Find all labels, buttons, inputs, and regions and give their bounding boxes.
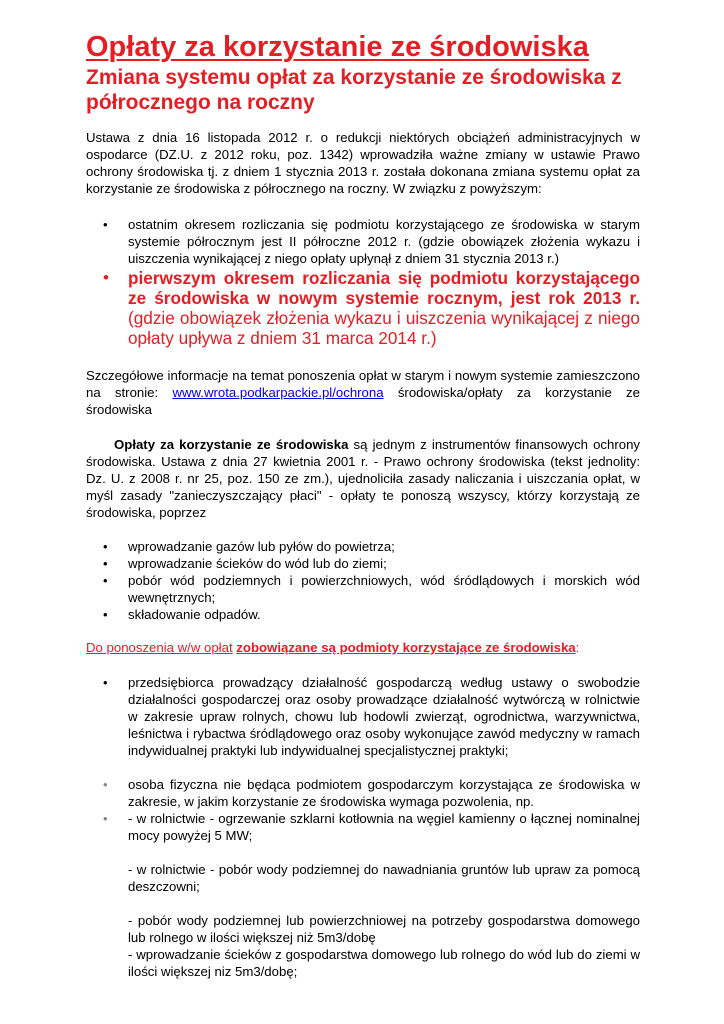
bullet-icon: • [103, 777, 108, 792]
new-system-bold: pierwszym okresem rozliczania się podmiotu korzystającego ze środowiska w nowym systemie rocznym, jest rok 2013 r. [128, 268, 640, 308]
bullet-icon: • [103, 539, 108, 554]
example-text: - w rolnictwie - ogrzewanie szklarni kotłownia na węgiel kamienny o łącznej nominalnej mocy powyżej 5 MW; [128, 811, 640, 843]
period-list [86, 216, 640, 348]
new-system-deadline: (gdzie obowiązek złożenia wykazu i uiszczenia wynikającej z niego opłaty upływa z dniem 31 marca 2014 r.) [128, 308, 640, 348]
info-text-after: środowiska/opłaty za korzystanie ze środowiska [86, 385, 640, 417]
list-item [86, 946, 640, 980]
wrota-link[interactable]: www.wrota.podkarpackie.pl/ochrona [172, 385, 384, 400]
intro-paragraph: Ustawa z dnia 16 listopada 2012 r. o redukcji niektórych obciążeń administracyjnych w ospodarce (DZ.U. z 2012 roku, poz. 1342) wprowadziła ważne zmiany w ustawie Prawo ochrony środowiska tj. z dniem 1 stycznia 2013 r. została dokonana zmiana systemu opłat za korzystanie ze środowiska z półrocznego na roczny. W związku z powyższym: [86, 130, 640, 196]
bullet-icon: • [103, 607, 108, 622]
entities-list [86, 674, 640, 980]
definition-bold: Opłaty za korzystanie ze środowiska [114, 437, 349, 452]
definition-text: są jednym z instrumentów finansowych ochrony środowiska. Ustawa z dnia 27 kwietnia 2001 r. - Prawo ochrony środowiska (tekst jednolity: Dz. U. z 2008 r. nr 25, poz. 150 ze zm.), ujednoliciła zasady naliczania i uiszczania opłat, w myśl zasady "zanieczyszczający płaci" - opłaty te ponoszą wszyscy, którzy korzystają ze środowiska, poprzez [86, 437, 641, 520]
activities-list [86, 538, 640, 623]
activity-text: pobór wód podziemnych i powierzchniowych, wód śródlądowych i morskich wód wewnętrznych; [128, 573, 640, 605]
bullet-icon: • [103, 573, 108, 588]
list-item [86, 555, 640, 572]
info-paragraph [86, 367, 640, 418]
bullet-icon: • [103, 811, 108, 826]
info-text: Szczegółowe informacje na temat ponoszenia opłat w starym i nowym systemie zamieszczono na stronie: [86, 368, 640, 400]
example-text: - w rolnictwie - pobór wody podziemnej do nawadniania gruntów lub upraw za pomocą deszczowni; [128, 862, 640, 894]
bullet-icon: • [103, 268, 109, 287]
list-item [86, 844, 640, 895]
natural-person-text: osoba fizyczna nie będąca podmiotem gospodarczym korzystająca ze środowiska w zakresie, w jakim korzystanie ze środowiska wymaga pozwolenia, np. [128, 777, 640, 809]
activity-text: wprowadzanie gazów lub pyłów do powietrza; [128, 539, 395, 554]
obligation-line [86, 639, 640, 656]
list-item [86, 538, 640, 555]
list-item [86, 776, 640, 810]
definition-paragraph [86, 436, 640, 521]
list-item [86, 572, 640, 606]
list-item [86, 216, 640, 267]
bullet-icon: • [103, 556, 108, 571]
bullet-icon: • [103, 675, 108, 690]
list-item [86, 674, 640, 759]
obligation-prefix: Do ponoszenia w/w opłat [86, 640, 233, 655]
page-subtitle: Zmiana systemu opłat za korzystanie ze środowiska z półrocznego na roczny [86, 66, 622, 114]
list-item [86, 810, 640, 844]
activity-text: wprowadzanie ścieków do wód lub do ziemi; [128, 556, 387, 571]
bullet-icon: • [103, 217, 108, 232]
obligation-suffix: : [575, 640, 580, 655]
document-page [86, 30, 640, 980]
list-item [86, 268, 640, 348]
list-item [86, 895, 640, 946]
obligation-bold: zobowiązane są podmioty korzystające ze środowiska [236, 640, 576, 655]
example-text: - wprowadzanie ścieków z gospodarstwa domowego lub rolnego do wód lub do ziemi w ilości większej niz 5m3/dobę; [128, 947, 640, 979]
activity-text: składowanie odpadów. [128, 607, 261, 622]
list-item [86, 606, 640, 623]
page-title: Opłaty za korzystanie ze środowiska [86, 31, 589, 63]
entrepreneur-text: przedsiębiorca prowadzący działalność gospodarczą według ustawy o swobodzie działalności gospodarczej oraz osoby prowadzące działalność wytwórczą w rolnictwie w zakresie upraw rolnych, chowu lub hodowli zwierząt, ogrodnictwa, warzywnictwa, leśnictwa i rybactwa śródlądowego oraz osoby wykonujące zawód medyczny w ramach indywidualnej praktyki lub indywidualnej specjalistycznej praktyki; [128, 675, 640, 758]
old-system-text: ostatnim okresem rozliczania się podmiotu korzystającego ze środowiska w starym systemie półrocznym jest II półroczne 2012 r. (gdzie obowiązek złożenia wykazu i uiszczenia wynikającej z niego opłaty upłynął z dniem 31 stycznia 2013 r.) [128, 217, 640, 266]
example-text: - pobór wody podziemnej lub powierzchniowej na potrzeby gospodarstwa domowego lub rolnego w ilości większej niż 5m3/dobę [128, 913, 640, 945]
